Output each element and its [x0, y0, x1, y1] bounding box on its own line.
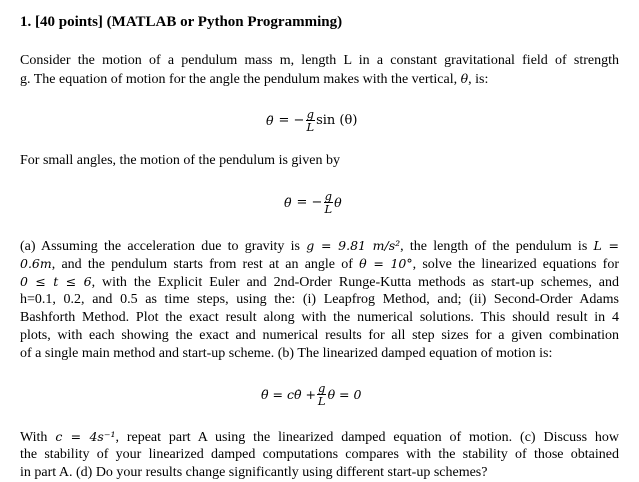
eq3-lhs: θ̈ = cθ̇ +	[261, 387, 316, 402]
part-a-text: , solve the linearized equations for	[412, 257, 619, 272]
equation-damped	[261, 382, 361, 407]
length-symbol: L =	[593, 238, 619, 253]
intro-line-1: Consider the motion of a pendulum mass m, length L in a constant gravitational field of strength	[20, 53, 619, 68]
eq2-numerator: g	[324, 189, 332, 203]
eq2-equals: = −	[296, 195, 323, 210]
part-c-line-1	[20, 428, 619, 446]
eq2-denominator: L	[324, 202, 333, 216]
small-angle-paragraph	[20, 152, 619, 170]
equation-linear	[284, 190, 342, 215]
eq1-fraction	[305, 108, 315, 133]
damping-value: c = 4s⁻¹	[55, 429, 116, 444]
part-a-line-4: h=0.1, 0.2, and 0.5 as time steps, using the: (i) Leapfrog Method, and; (ii) Second-Order Adams	[20, 292, 619, 307]
part-a-line-6: plots, with each showing the exact and numerical results for all step sizes for a given combination	[20, 328, 619, 343]
part-a-text: (a) Assuming the acceleration due to gravity is	[20, 239, 307, 254]
part-c-paragraph	[20, 428, 619, 482]
eq1-denominator: L	[306, 120, 315, 134]
part-a-paragraph	[20, 237, 619, 363]
part-c-text: With	[20, 430, 56, 445]
part-a-text: , the length of the pendulum is	[400, 239, 594, 254]
length-value: 0.6m	[20, 256, 52, 271]
eq3-denominator: L	[317, 394, 326, 408]
intro-text: g. The equation of motion for the angle the pendulum makes with the vertical,	[20, 72, 461, 87]
intro-paragraph	[20, 52, 619, 88]
part-a-line-1	[20, 237, 619, 255]
eq1-rhs: sin (θ)	[316, 113, 358, 128]
eq2-fraction	[323, 190, 333, 215]
theta-symbol: θ	[460, 71, 469, 86]
part-a-line-7: of a single main method and start-up scheme. (b) The linearized damped equation of motion is:	[20, 346, 553, 361]
eq3-fraction	[317, 382, 327, 407]
small-angle-text: For small angles, the motion of the pendulum is given by	[20, 153, 341, 168]
equation-nonlinear	[266, 108, 357, 133]
eq1-equals: = −	[278, 113, 305, 128]
part-a-line-3	[20, 273, 619, 291]
part-c-line-3: in part A. (d) Do your results change significantly using different start-up schemes?	[20, 465, 488, 480]
eq3-numerator: g	[318, 381, 326, 395]
intro-text-end: , is:	[468, 72, 489, 87]
eq2-rhs: θ	[334, 195, 342, 210]
intro-line-2	[20, 70, 619, 88]
part-c-text: , repeat part A using the linearized damped equation of motion. (c) Discuss how	[115, 430, 619, 445]
part-a-text: , and the pendulum starts from rest at an angle of	[51, 257, 360, 272]
initial-angle: θ = 10°	[359, 256, 413, 271]
eq1-lhs: θ̈	[266, 113, 274, 128]
time-range: 0 ≤ t ≤ 6	[20, 274, 92, 289]
gravity-value: g = 9.81 m/s²	[306, 238, 401, 253]
eq2-lhs: θ̈	[284, 195, 292, 210]
part-a-line-5: Bashforth Method. Plot the exact result along with the numerical solutions. This should result in 4	[20, 310, 619, 325]
eq3-rhs: θ = 0	[327, 387, 362, 402]
eq1-numerator: g	[306, 107, 314, 121]
part-c-line-2: the stability of your linearized damped computations compares with the stability of those obtained	[20, 447, 619, 462]
part-a-line-2	[20, 255, 619, 273]
part-a-text: , with the Explicit Euler and 2nd-Order Runge-Kutta methods as start-up schemes, and	[91, 275, 619, 290]
problem-heading: 1. [40 points] (MATLAB or Python Programming)	[20, 14, 343, 30]
